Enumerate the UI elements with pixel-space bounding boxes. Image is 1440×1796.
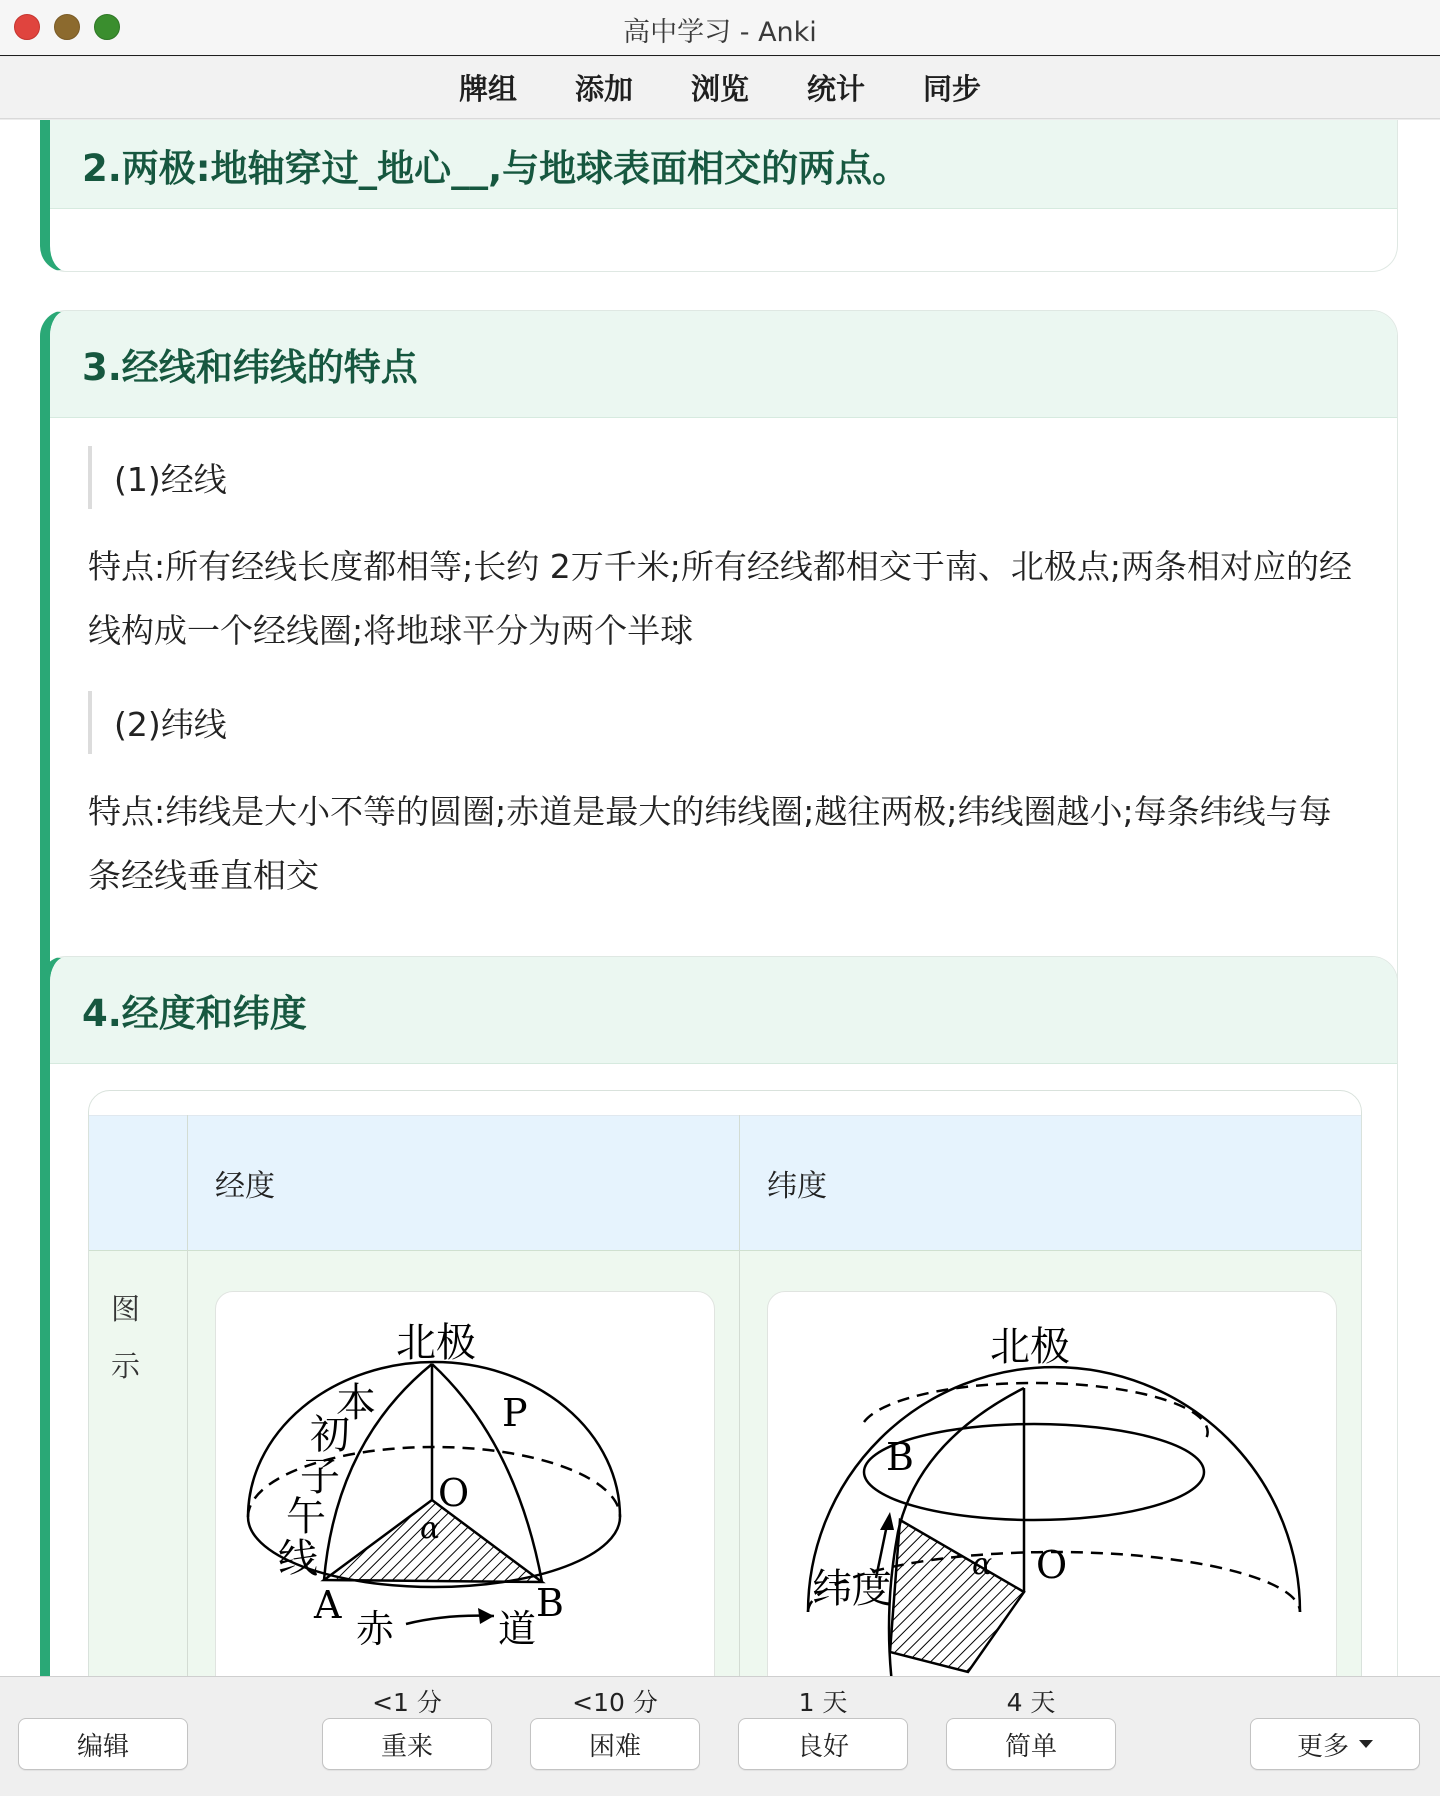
toolbar-browse[interactable]: 浏览: [690, 72, 749, 106]
card-title: 3.经线和纬线的特点: [82, 346, 418, 389]
point-o-label: O: [1036, 1543, 1068, 1587]
again-interval: <1 分: [372, 1688, 442, 1717]
row-label: 图示: [111, 1292, 141, 1383]
latitude-diagram: [767, 1291, 1337, 1676]
card-header: [50, 957, 1397, 1064]
note-card: [40, 956, 1398, 1676]
section-text: 特点:纬线是大小不等的圆圈;赤道是最大的纬线圈;越往两极;纬线圈越小;每条纬线与每条经线垂直相交: [88, 792, 1332, 895]
section-text: 特点:所有经线长度都相等;长约 2万千米;所有经线都相交于南、北极点;两条相对应的经线构成一个经线圈;将地球平分为两个半球: [88, 547, 1352, 650]
easy-button[interactable]: 简单: [946, 1718, 1116, 1770]
answer-bar: [0, 1676, 1440, 1796]
point-o-label: O: [438, 1471, 470, 1515]
meridian-label: 子: [300, 1454, 340, 1500]
table-header-row: [89, 1115, 1361, 1251]
edit-button[interactable]: 编辑: [18, 1718, 188, 1770]
chevron-down-icon: [1359, 1740, 1373, 1748]
meridian-label: 线: [278, 1536, 318, 1582]
latitude-label: 纬度: [812, 1566, 892, 1612]
north-pole-label: 北极: [990, 1324, 1070, 1370]
good-button[interactable]: 良好: [738, 1718, 908, 1770]
equator-label: 赤: [356, 1607, 395, 1651]
longitude-illustration: [216, 1292, 715, 1676]
card-title: 2.两极:地轴穿过_地心__,与地球表面相交的两点。: [82, 146, 910, 190]
note-card: [40, 120, 1398, 272]
window-title: 高中学习 - Anki: [623, 17, 817, 48]
easy-interval: 4 天: [1006, 1688, 1056, 1717]
hard-button[interactable]: 困难: [530, 1718, 700, 1770]
title-bar: [0, 0, 1440, 56]
point-p-label: P: [502, 1391, 528, 1435]
good-interval: 1 天: [798, 1688, 848, 1717]
hard-interval: <10 分: [572, 1688, 658, 1717]
point-a-label: A: [314, 1583, 342, 1627]
longitude-diagram: [215, 1291, 715, 1676]
meridian-label: 本: [336, 1380, 376, 1426]
toolbar-stats[interactable]: 统计: [807, 72, 866, 106]
main-toolbar: [0, 57, 1440, 119]
more-label: 更多: [1296, 1731, 1349, 1762]
card-title: 4.经度和纬度: [82, 992, 307, 1035]
alpha-label: α: [972, 1547, 993, 1582]
comparison-table: [88, 1090, 1362, 1676]
column-divider: [739, 1115, 740, 1676]
table-header-latitude: 纬度: [767, 1169, 827, 1204]
toolbar-decks[interactable]: 牌组: [458, 72, 517, 106]
meridian-label: 午: [286, 1494, 326, 1540]
point-b-label: B: [886, 1435, 914, 1479]
north-pole-label: 北极: [396, 1320, 476, 1366]
table-header-longitude: 经度: [215, 1169, 275, 1204]
again-button[interactable]: 重来: [322, 1718, 492, 1770]
section-heading: (2)纬线: [88, 691, 1397, 754]
toolbar-sync[interactable]: 同步: [923, 72, 982, 106]
column-divider: [187, 1115, 188, 1676]
alpha-label: α: [420, 1511, 441, 1546]
point-b-label: B: [536, 1581, 564, 1625]
card-content-area[interactable]: [0, 120, 1440, 1676]
note-card: [40, 310, 1398, 1038]
latitude-illustration: [768, 1292, 1337, 1676]
more-button[interactable]: [1250, 1718, 1420, 1770]
toolbar-add[interactable]: 添加: [574, 72, 633, 106]
card-header: [50, 120, 1397, 209]
card-header: [50, 311, 1397, 418]
section-heading: (1)经线: [88, 446, 1397, 509]
equator-label: 道: [498, 1607, 537, 1651]
meridian-label: 初: [310, 1412, 350, 1458]
